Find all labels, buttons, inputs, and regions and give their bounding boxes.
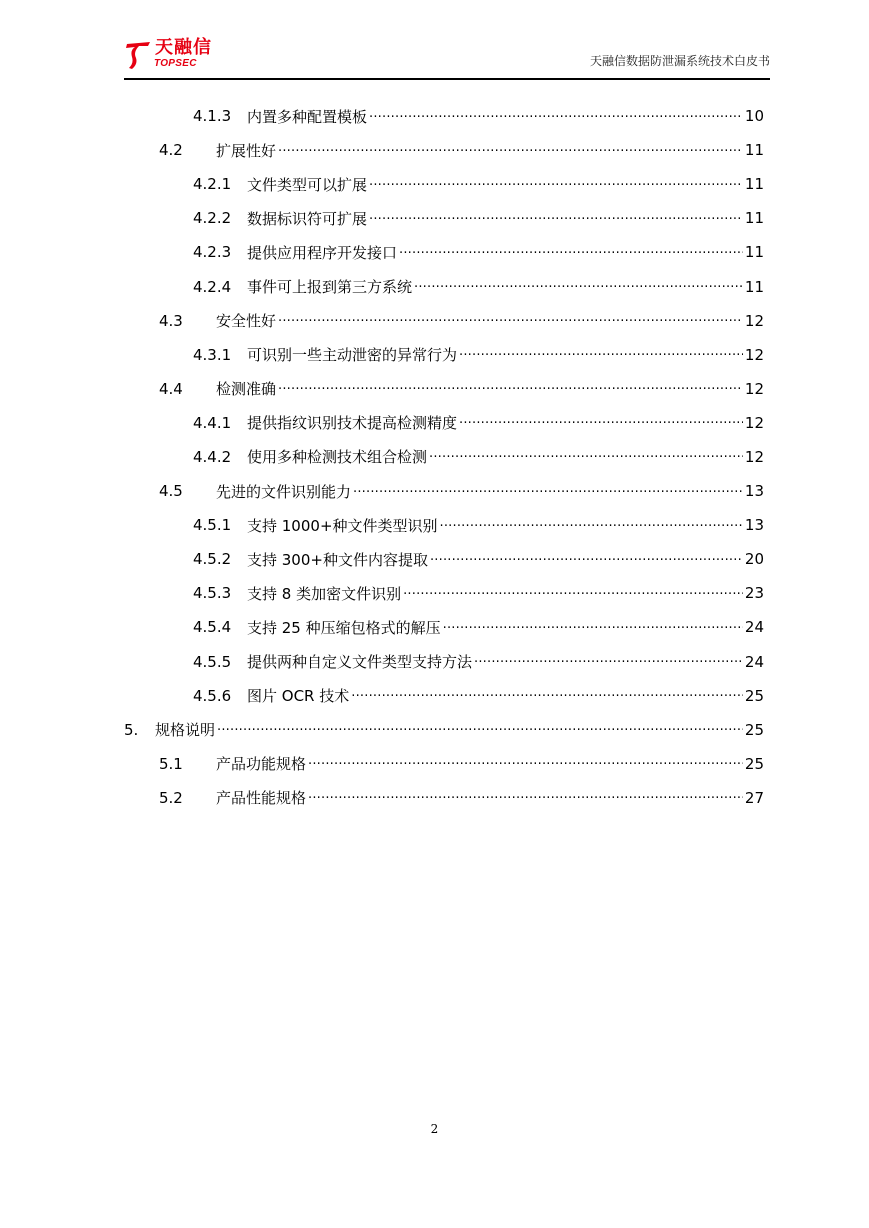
toc-dot-leader xyxy=(459,347,743,362)
toc-entry-page: 24 xyxy=(744,618,764,637)
page-number: 2 xyxy=(430,1122,439,1136)
toc-entry-page: 25 xyxy=(744,754,764,773)
toc-dot-leader xyxy=(278,313,743,328)
toc-entry-number: 4.2.3 xyxy=(193,243,232,262)
toc-dot-leader xyxy=(353,484,743,499)
toc-entry-title: 内置多种配置模板 xyxy=(247,107,368,126)
toc-dot-leader xyxy=(430,552,743,567)
toc-entry-title: 提供两种自定义文件类型支持方法 xyxy=(247,653,473,672)
toc-entry-title: 事件可上报到第三方系统 xyxy=(247,278,413,297)
toc-dot-leader xyxy=(414,279,743,294)
toc-entry-title: 产品性能规格 xyxy=(216,789,307,808)
toc-dot-leader xyxy=(474,654,743,669)
toc-dot-leader xyxy=(459,415,743,430)
toc-dot-leader xyxy=(308,790,743,805)
toc-entry-title: 提供应用程序开发接口 xyxy=(247,243,398,262)
toc-entry-title: 支持 8 类加密文件识别 xyxy=(247,584,402,603)
topsec-logo xyxy=(124,38,244,72)
table-of-contents xyxy=(124,99,764,815)
toc-entry-number: 4.3.1 xyxy=(193,345,232,364)
toc-entry[interactable] xyxy=(124,372,764,406)
toc-entry[interactable] xyxy=(124,406,764,440)
toc-entry-title: 支持 1000+种文件类型识别 xyxy=(247,516,438,535)
toc-entry-page: 25 xyxy=(744,720,764,739)
toc-entry[interactable] xyxy=(124,235,764,269)
toc-entry-page: 12 xyxy=(744,311,764,330)
toc-entry-page: 20 xyxy=(744,550,764,569)
toc-entry-number: 4.1.3 xyxy=(193,107,232,126)
toc-dot-leader xyxy=(443,620,743,635)
toc-entry-page: 13 xyxy=(744,482,764,501)
toc-dot-leader xyxy=(351,688,743,703)
toc-entry-title: 先进的文件识别能力 xyxy=(216,482,352,501)
toc-dot-leader xyxy=(399,245,743,260)
toc-dot-leader xyxy=(308,756,743,771)
toc-entry-page: 11 xyxy=(744,141,764,160)
toc-dot-leader xyxy=(369,177,743,192)
toc-entry-number: 4.4 xyxy=(159,379,183,398)
toc-dot-leader xyxy=(369,109,743,124)
toc-entry-title: 可识别一些主动泄密的异常行为 xyxy=(247,346,458,365)
toc-dot-leader xyxy=(278,143,743,158)
toc-entry[interactable] xyxy=(124,610,764,644)
toc-entry-page: 11 xyxy=(744,175,764,194)
toc-entry-number: 4.2 xyxy=(159,141,183,160)
toc-entry-title: 文件类型可以扩展 xyxy=(247,175,368,194)
toc-entry[interactable] xyxy=(124,440,764,474)
toc-entry-page: 25 xyxy=(744,686,764,705)
toc-entry[interactable] xyxy=(124,747,764,781)
toc-entry-page: 11 xyxy=(744,243,764,262)
logo-chinese-name: 天融信 xyxy=(155,37,212,58)
toc-entry-number: 5.1 xyxy=(159,754,183,773)
toc-entry-page: 12 xyxy=(744,447,764,466)
toc-entry-number: 5. xyxy=(124,720,139,739)
toc-entry-page: 24 xyxy=(744,652,764,671)
toc-entry-page: 23 xyxy=(744,584,764,603)
toc-entry-title: 扩展性好 xyxy=(216,141,277,160)
toc-dot-leader xyxy=(217,722,743,737)
toc-entry[interactable] xyxy=(124,679,764,713)
topsec-logo-mark-icon xyxy=(124,38,154,72)
toc-entry[interactable] xyxy=(124,304,764,338)
toc-entry-page: 13 xyxy=(744,516,764,535)
header-divider xyxy=(124,78,770,80)
document-title: 天融信数据防泄漏系统技术白皮书 xyxy=(589,54,770,68)
toc-entry-title: 提供指纹识别技术提高检测精度 xyxy=(247,414,458,433)
toc-entry-title: 支持 25 种压缩包格式的解压 xyxy=(247,618,441,637)
toc-entry-number: 4.5.4 xyxy=(193,618,232,637)
toc-entry-title: 支持 300+种文件内容提取 xyxy=(247,550,428,569)
toc-entry[interactable] xyxy=(124,542,764,576)
toc-entry-page: 10 xyxy=(744,107,764,126)
toc-dot-leader xyxy=(440,518,743,533)
toc-entry-title: 安全性好 xyxy=(216,312,277,331)
toc-entry-page: 12 xyxy=(744,413,764,432)
toc-entry-number: 4.5.2 xyxy=(193,550,232,569)
toc-dot-leader xyxy=(429,449,743,464)
toc-entry-number: 4.2.4 xyxy=(193,277,232,296)
page-header xyxy=(124,34,770,80)
toc-entry-number: 5.2 xyxy=(159,788,183,807)
toc-entry-page: 11 xyxy=(744,277,764,296)
toc-dot-leader xyxy=(278,381,743,396)
toc-entry[interactable] xyxy=(124,645,764,679)
toc-entry-number: 4.5.1 xyxy=(193,516,232,535)
toc-entry-title: 图片 OCR 技术 xyxy=(247,687,350,706)
toc-entry[interactable] xyxy=(124,99,764,133)
toc-entry[interactable] xyxy=(124,269,764,303)
toc-entry-number: 4.5.6 xyxy=(193,686,232,705)
toc-entry[interactable] xyxy=(124,508,764,542)
toc-dot-leader xyxy=(403,586,743,601)
toc-entry[interactable] xyxy=(124,576,764,610)
logo-english-name: TOPSEC xyxy=(154,58,197,69)
toc-dot-leader xyxy=(369,211,743,226)
toc-entry-title: 数据标识符可扩展 xyxy=(247,209,368,228)
toc-entry-number: 4.5 xyxy=(159,482,183,501)
toc-entry-title: 使用多种检测技术组合检测 xyxy=(247,448,428,467)
toc-entry-number: 4.2.2 xyxy=(193,209,232,228)
toc-entry-title: 产品功能规格 xyxy=(216,755,307,774)
toc-entry-number: 4.5.5 xyxy=(193,652,232,671)
toc-entry[interactable] xyxy=(124,474,764,508)
toc-entry-title: 检测准确 xyxy=(216,380,277,399)
toc-entry[interactable] xyxy=(124,781,764,815)
toc-entry-number: 4.3 xyxy=(159,311,183,330)
toc-entry-number: 4.5.3 xyxy=(193,584,232,603)
toc-entry-title: 规格说明 xyxy=(155,721,216,740)
toc-entry-page: 12 xyxy=(744,379,764,398)
toc-entry-number: 4.2.1 xyxy=(193,175,232,194)
toc-entry-page: 11 xyxy=(744,209,764,228)
toc-entry[interactable] xyxy=(124,713,764,747)
toc-entry[interactable] xyxy=(124,338,764,372)
toc-entry[interactable] xyxy=(124,201,764,235)
toc-entry-page: 27 xyxy=(744,788,764,807)
toc-entry-number: 4.4.2 xyxy=(193,447,232,466)
toc-entry-number: 4.4.1 xyxy=(193,413,232,432)
toc-entry[interactable] xyxy=(124,133,764,167)
toc-entry-page: 12 xyxy=(744,345,764,364)
toc-entry[interactable] xyxy=(124,167,764,201)
